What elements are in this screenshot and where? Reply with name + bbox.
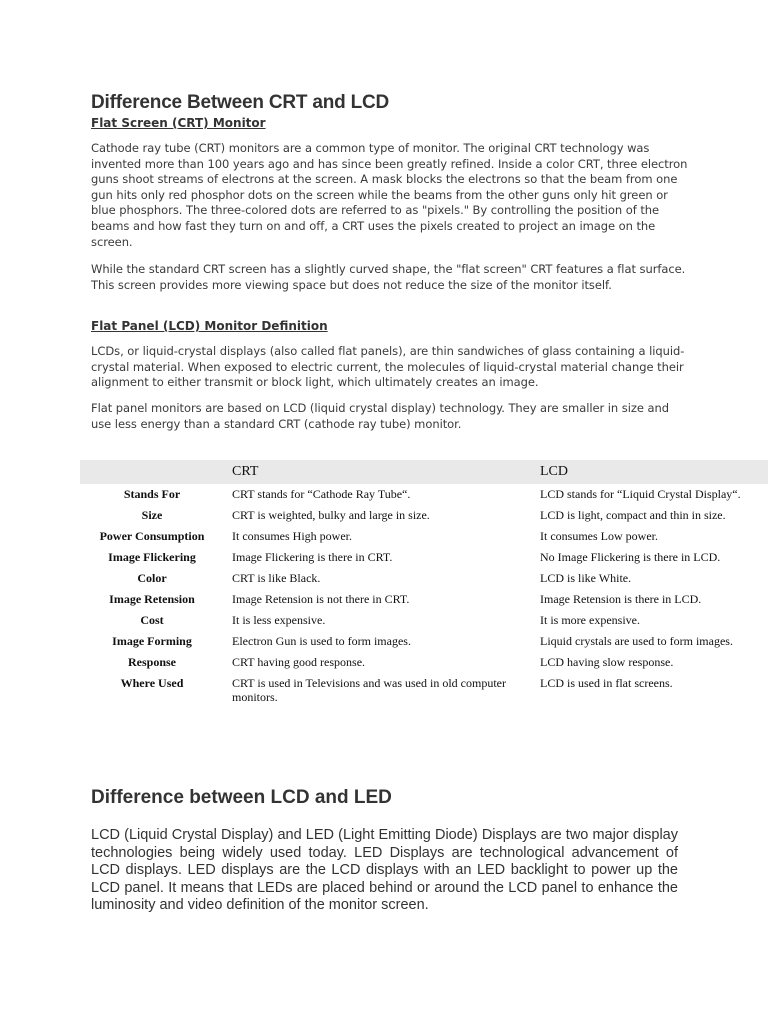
lcd-cell: LCD having slow response.: [540, 655, 674, 669]
lcd-cell: Liquid crystals are used to form images.: [540, 634, 733, 648]
lcd-paragraph-1: LCDs, or liquid-crystal displays (also called flat panels), are thin sandwiches of glass containing a liquid-crystal material. When exposed to electric current, the molecules of liquid-crystal material change their alignment to either transmit or block light, which ultimately creates an image.: [91, 344, 685, 390]
lcd-cell: LCD is light, compact and thin in size.: [540, 508, 726, 522]
crt-cell: CRT is like Black.: [232, 571, 321, 585]
crt-cell: Electron Gun is used to form images.: [232, 634, 411, 648]
crt-cell: CRT stands for “Cathode Ray Tube“.: [232, 487, 411, 501]
row-label: Response: [127, 655, 176, 669]
lcd-cell: LCD is used in flat screens.: [540, 676, 673, 690]
crt-paragraph-2: While the standard CRT screen has a slightly curved shape, the "flat screen" CRT features a flat surface. This screen provides more viewing space but does not reduce the size of the monitor itself.: [91, 262, 686, 292]
crt-cell: CRT is weighted, bulky and large in size.: [232, 508, 430, 522]
row-label: Image Forming: [112, 634, 192, 648]
lcd-cell: LCD stands for “Liquid Crystal Display“.: [540, 487, 741, 501]
table-header-crt: CRT: [224, 460, 532, 484]
table-row: [80, 547, 768, 568]
crt-cell: It is less expensive.: [232, 613, 326, 627]
table-header-row: [80, 460, 768, 484]
table-row: [80, 568, 768, 589]
row-label: Stands For: [123, 487, 181, 501]
lcd-cell: It consumes Low power.: [540, 529, 658, 543]
crt-cell: Image Flickering is there in CRT.: [232, 550, 393, 564]
lcd-cell: Image Retension is there in LCD.: [540, 592, 702, 606]
table-header-lcd: LCD: [532, 460, 768, 484]
lcd-section-heading: Flat Panel (LCD) Monitor Definition: [91, 319, 328, 333]
row-label: Power Consumption: [99, 529, 205, 543]
row-label: Size: [141, 508, 163, 522]
row-label: Where Used: [120, 676, 184, 690]
table-row: [80, 631, 768, 652]
lcd-cell: No Image Flickering is there in LCD.: [540, 550, 721, 564]
table-row: [80, 652, 768, 673]
row-label: Image Retension: [109, 592, 195, 606]
table-row: [80, 484, 768, 505]
table-row: [80, 526, 768, 547]
table-header-blank: [80, 460, 224, 484]
crt-cell: CRT is used in Televisions and was used in old computer monitors.: [232, 676, 506, 704]
section-title-lcd-led: Difference between LCD and LED: [91, 787, 392, 808]
table-row: [80, 505, 768, 526]
table-row: [80, 610, 768, 631]
table-row: [80, 673, 768, 708]
row-label: Cost: [140, 613, 164, 627]
led-paragraph: LCD (Liquid Crystal Display) and LED (Light Emitting Diode) Displays are two major display technologies being widely used today. LED Displays are technological advancement of LCD displays. LED displays are the LCD displays with an LED backlight to power up the LCD panel. It means that LEDs are placed behind or around the LCD panel to enhance the luminosity and video definition of the monitor screen.: [91, 827, 678, 914]
crt-cell: CRT having good response.: [232, 655, 366, 669]
crt-cell: Image Retension is not there in CRT.: [232, 592, 410, 606]
crt-section-heading: Flat Screen (CRT) Monitor: [91, 116, 266, 130]
page-title: Difference Between CRT and LCD: [91, 92, 390, 113]
row-label: Color: [137, 571, 167, 585]
lcd-paragraph-2: Flat panel monitors are based on LCD (liquid crystal display) technology. They are smaller in size and use less energy than a standard CRT (cathode ray tube) monitor.: [91, 401, 669, 431]
crt-cell: It consumes High power.: [232, 529, 352, 543]
lcd-cell: It is more expensive.: [540, 613, 640, 627]
row-label: Image Flickering: [108, 550, 196, 564]
table-row: [80, 589, 768, 610]
comparison-table: [80, 460, 768, 708]
lcd-cell: LCD is like White.: [540, 571, 632, 585]
crt-paragraph-1: Cathode ray tube (CRT) monitors are a common type of monitor. The original CRT technology was invented more than 100 years ago and has since been greatly refined. Inside a color CRT, three electron guns shoot streams of electrons at the screen. A mask blocks the electrons so that the beam from one gun hits only red phosphor dots on the screen while the beams from the other guns only hit green or blue phosphors. The three-colored dots are referred to as "pixels." By controlling the position of the beams and how fast they turn on and off, a CRT uses the pixels created to project an image on the screen.: [91, 141, 688, 249]
